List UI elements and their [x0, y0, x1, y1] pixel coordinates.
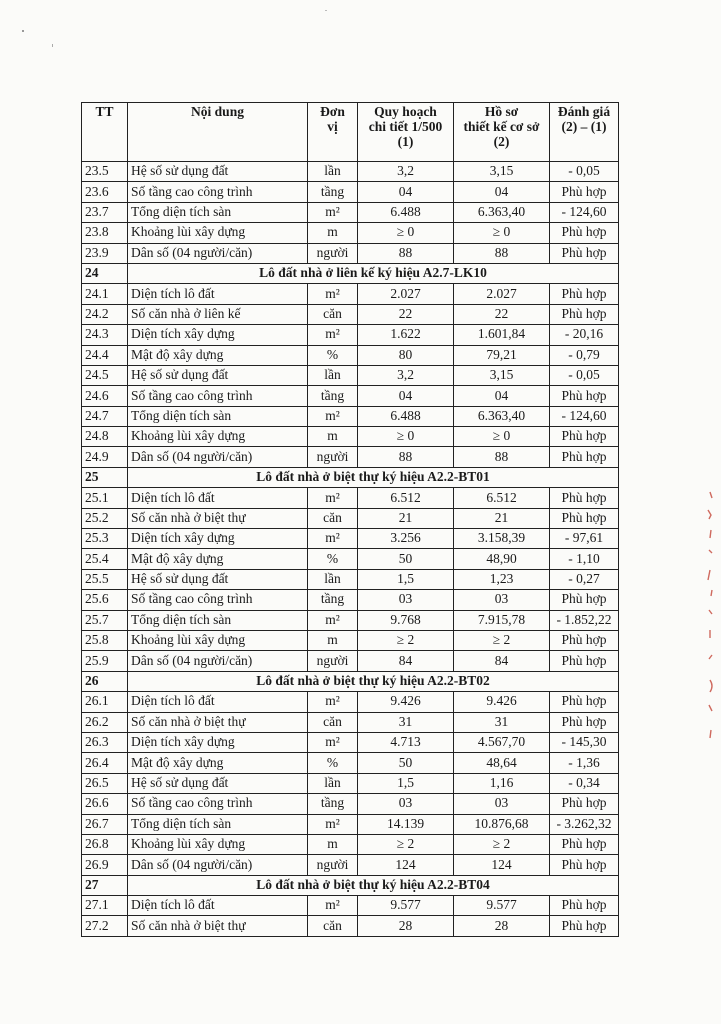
cell-danh-gia: - 0,05: [550, 365, 619, 385]
cell-noi-dung: Diện tích xây dựng: [128, 732, 308, 752]
table-row: [82, 202, 619, 222]
cell-tt: 27.2: [82, 916, 128, 936]
table-row: [82, 304, 619, 324]
cell-quy-hoach: ≥ 2: [358, 630, 454, 650]
cell-don-vi: %: [308, 549, 358, 569]
cell-ho-so: 6.363,40: [454, 406, 550, 426]
cell-quy-hoach: 14.139: [358, 814, 454, 834]
table-row: [82, 529, 619, 549]
cell-tt: 26.7: [82, 814, 128, 834]
cell-quy-hoach: ≥ 0: [358, 427, 454, 447]
table-row: [82, 365, 619, 385]
group-title: Lô đất nhà ở biệt thự ký hiệu A2.2-BT01: [128, 467, 619, 487]
cell-quy-hoach: 1,5: [358, 569, 454, 589]
header-don-vi-line: vị: [327, 118, 338, 134]
cell-tt: 23.9: [82, 243, 128, 263]
table-row: [82, 630, 619, 650]
cell-quy-hoach: 6.512: [358, 488, 454, 508]
cell-quy-hoach: 31: [358, 712, 454, 732]
group-header-row: [82, 263, 619, 283]
cell-ho-so: 21: [454, 508, 550, 528]
cell-don-vi: căn: [308, 508, 358, 528]
table-body: [82, 162, 619, 937]
cell-noi-dung: Khoảng lùi xây dựng: [128, 630, 308, 650]
header-quy-hoach-line: chi tiết 1/500: [368, 118, 443, 134]
red-stamp-edge: [700, 490, 718, 750]
cell-noi-dung: Hệ số sử dụng đất: [128, 569, 308, 589]
cell-tt: 25.2: [82, 508, 128, 528]
cell-noi-dung: Hệ số sử dụng đất: [128, 162, 308, 182]
cell-ho-so: ≥ 0: [454, 223, 550, 243]
cell-quy-hoach: 80: [358, 345, 454, 365]
cell-danh-gia: Phù hợp: [550, 896, 619, 916]
header-quy-hoach-line: Quy hoạch: [374, 104, 437, 119]
cell-noi-dung: Tổng diện tích sàn: [128, 814, 308, 834]
cell-ho-so: 03: [454, 794, 550, 814]
cell-danh-gia: - 20,16: [550, 325, 619, 345]
cell-quy-hoach: 50: [358, 753, 454, 773]
cell-danh-gia: Phù hợp: [550, 651, 619, 671]
cell-don-vi: m²: [308, 610, 358, 630]
header-ho-so-line: (2): [493, 133, 510, 149]
table-row: [82, 692, 619, 712]
cell-noi-dung: Dân số (04 người/căn): [128, 243, 308, 263]
cell-quy-hoach: 9.768: [358, 610, 454, 630]
cell-ho-so: 3.158,39: [454, 529, 550, 549]
cell-noi-dung: Mật độ xây dựng: [128, 345, 308, 365]
cell-don-vi: người: [308, 855, 358, 875]
cell-noi-dung: Diện tích lô đất: [128, 896, 308, 916]
cell-tt: 25.3: [82, 529, 128, 549]
table-row: [82, 834, 619, 854]
group-header-row: [82, 875, 619, 895]
header-tt: TT: [82, 103, 128, 162]
cell-quy-hoach: 2.027: [358, 284, 454, 304]
cell-tt: 26.5: [82, 773, 128, 793]
header-noi-dung: Nội dung: [128, 103, 308, 162]
cell-don-vi: lần: [308, 773, 358, 793]
cell-noi-dung: Số tầng cao công trình: [128, 590, 308, 610]
group-header-row: [82, 467, 619, 487]
cell-don-vi: m: [308, 223, 358, 243]
cell-don-vi: m: [308, 834, 358, 854]
cell-don-vi: %: [308, 753, 358, 773]
cell-quy-hoach: 6.488: [358, 202, 454, 222]
group-number: 26: [82, 671, 128, 691]
cell-noi-dung: Số tầng cao công trình: [128, 182, 308, 202]
table-row: [82, 325, 619, 345]
cell-noi-dung: Số căn nhà ở liên kế: [128, 304, 308, 324]
cell-quy-hoach: 6.488: [358, 406, 454, 426]
cell-tt: 27.1: [82, 896, 128, 916]
cell-danh-gia: Phù hợp: [550, 284, 619, 304]
cell-don-vi: m²: [308, 202, 358, 222]
cell-noi-dung: Tổng diện tích sàn: [128, 202, 308, 222]
cell-ho-so: 03: [454, 590, 550, 610]
header-ho-so-line: thiết kế cơ sở: [463, 118, 540, 134]
cell-tt: 23.5: [82, 162, 128, 182]
cell-don-vi: m²: [308, 325, 358, 345]
cell-don-vi: người: [308, 651, 358, 671]
cell-tt: 26.4: [82, 753, 128, 773]
table-row: [82, 916, 619, 936]
table-row: [82, 488, 619, 508]
cell-danh-gia: Phù hợp: [550, 304, 619, 324]
cell-ho-so: 1.601,84: [454, 325, 550, 345]
cell-don-vi: m²: [308, 488, 358, 508]
table-row: [82, 427, 619, 447]
cell-noi-dung: Diện tích lô đất: [128, 488, 308, 508]
cell-ho-so: 88: [454, 447, 550, 467]
cell-danh-gia: - 0,27: [550, 569, 619, 589]
cell-danh-gia: Phù hợp: [550, 916, 619, 936]
cell-noi-dung: Mật độ xây dựng: [128, 753, 308, 773]
cell-tt: 24.2: [82, 304, 128, 324]
cell-noi-dung: Dân số (04 người/căn): [128, 447, 308, 467]
cell-ho-so: 04: [454, 386, 550, 406]
cell-quy-hoach: 84: [358, 651, 454, 671]
cell-ho-so: 48,90: [454, 549, 550, 569]
cell-quy-hoach: 3,2: [358, 365, 454, 385]
scan-speck: [325, 10, 327, 11]
table-row: [82, 814, 619, 834]
cell-quy-hoach: 9.426: [358, 692, 454, 712]
cell-tt: 25.1: [82, 488, 128, 508]
cell-noi-dung: Số căn nhà ở biệt thự: [128, 712, 308, 732]
table-row: [82, 590, 619, 610]
cell-noi-dung: Tổng diện tích sàn: [128, 406, 308, 426]
cell-tt: 26.1: [82, 692, 128, 712]
cell-noi-dung: Mật độ xây dựng: [128, 549, 308, 569]
header-don-vi-line: Đơn: [320, 104, 345, 119]
cell-ho-so: 10.876,68: [454, 814, 550, 834]
cell-ho-so: 6.363,40: [454, 202, 550, 222]
table-row: [82, 651, 619, 671]
cell-danh-gia: - 124,60: [550, 406, 619, 426]
header-don-vi: [308, 103, 358, 162]
cell-noi-dung: Diện tích xây dựng: [128, 529, 308, 549]
cell-noi-dung: Khoảng lùi xây dựng: [128, 834, 308, 854]
cell-don-vi: lần: [308, 162, 358, 182]
cell-don-vi: người: [308, 447, 358, 467]
cell-tt: 26.9: [82, 855, 128, 875]
cell-ho-so: 88: [454, 243, 550, 263]
cell-danh-gia: - 124,60: [550, 202, 619, 222]
table-row: [82, 753, 619, 773]
header-danh-gia-line: Đánh giá: [557, 104, 611, 119]
cell-tt: 24.3: [82, 325, 128, 345]
cell-ho-so: 84: [454, 651, 550, 671]
cell-quy-hoach: 50: [358, 549, 454, 569]
cell-tt: 24.7: [82, 406, 128, 426]
cell-tt: 26.3: [82, 732, 128, 752]
cell-danh-gia: Phù hợp: [550, 692, 619, 712]
cell-ho-so: 48,64: [454, 753, 550, 773]
cell-quy-hoach: 124: [358, 855, 454, 875]
cell-tt: 24.4: [82, 345, 128, 365]
cell-ho-so: 1,16: [454, 773, 550, 793]
scan-speck: [22, 30, 24, 32]
cell-noi-dung: Diện tích xây dựng: [128, 325, 308, 345]
cell-quy-hoach: 03: [358, 590, 454, 610]
cell-ho-so: 22: [454, 304, 550, 324]
table-row: [82, 896, 619, 916]
cell-tt: 25.5: [82, 569, 128, 589]
cell-don-vi: người: [308, 243, 358, 263]
cell-noi-dung: Số tầng cao công trình: [128, 794, 308, 814]
cell-tt: 25.4: [82, 549, 128, 569]
table-header-row: [82, 103, 619, 162]
cell-don-vi: m: [308, 630, 358, 650]
evaluation-table: [81, 102, 619, 937]
cell-quy-hoach: 21: [358, 508, 454, 528]
cell-tt: 24.1: [82, 284, 128, 304]
table-row: [82, 712, 619, 732]
cell-tt: 26.2: [82, 712, 128, 732]
cell-don-vi: lần: [308, 569, 358, 589]
cell-ho-so: ≥ 2: [454, 630, 550, 650]
cell-noi-dung: Số căn nhà ở biệt thự: [128, 508, 308, 528]
cell-danh-gia: Phù hợp: [550, 855, 619, 875]
cell-don-vi: m²: [308, 284, 358, 304]
cell-danh-gia: - 1.852,22: [550, 610, 619, 630]
cell-danh-gia: - 0,34: [550, 773, 619, 793]
cell-ho-so: 9.426: [454, 692, 550, 712]
header-ho-so-line: Hồ sơ: [484, 104, 519, 119]
cell-tt: 24.8: [82, 427, 128, 447]
group-title: Lô đất nhà ở biệt thự ký hiệu A2.2-BT02: [128, 671, 619, 691]
table-row: [82, 794, 619, 814]
table-row: [82, 773, 619, 793]
table-row: [82, 508, 619, 528]
cell-danh-gia: - 1,36: [550, 753, 619, 773]
header-danh-gia: [550, 103, 619, 162]
table-row: [82, 243, 619, 263]
cell-danh-gia: Phù hợp: [550, 488, 619, 508]
cell-danh-gia: Phù hợp: [550, 590, 619, 610]
cell-ho-so: ≥ 2: [454, 834, 550, 854]
cell-don-vi: m: [308, 427, 358, 447]
cell-ho-so: 1,23: [454, 569, 550, 589]
cell-danh-gia: Phù hợp: [550, 834, 619, 854]
table-row: [82, 549, 619, 569]
cell-danh-gia: Phù hợp: [550, 386, 619, 406]
cell-quy-hoach: 04: [358, 182, 454, 202]
group-number: 27: [82, 875, 128, 895]
table-row: [82, 345, 619, 365]
cell-tt: 26.6: [82, 794, 128, 814]
cell-ho-so: 3,15: [454, 162, 550, 182]
table-row: [82, 182, 619, 202]
cell-danh-gia: - 1,10: [550, 549, 619, 569]
table-row: [82, 569, 619, 589]
group-header-row: [82, 671, 619, 691]
cell-quy-hoach: 28: [358, 916, 454, 936]
group-number: 25: [82, 467, 128, 487]
cell-ho-so: ≥ 0: [454, 427, 550, 447]
cell-danh-gia: Phù hợp: [550, 508, 619, 528]
cell-danh-gia: Phù hợp: [550, 182, 619, 202]
cell-tt: 24.9: [82, 447, 128, 467]
cell-noi-dung: Khoảng lùi xây dựng: [128, 223, 308, 243]
table-row: [82, 223, 619, 243]
cell-danh-gia: Phù hợp: [550, 712, 619, 732]
cell-ho-so: 31: [454, 712, 550, 732]
cell-tt: 23.7: [82, 202, 128, 222]
cell-don-vi: m²: [308, 732, 358, 752]
cell-tt: 23.8: [82, 223, 128, 243]
cell-tt: 23.6: [82, 182, 128, 202]
cell-noi-dung: Dân số (04 người/căn): [128, 651, 308, 671]
table-row: [82, 447, 619, 467]
cell-don-vi: tầng: [308, 794, 358, 814]
cell-don-vi: tầng: [308, 386, 358, 406]
cell-quy-hoach: 3.256: [358, 529, 454, 549]
cell-don-vi: m²: [308, 814, 358, 834]
cell-noi-dung: Hệ số sử dụng đất: [128, 773, 308, 793]
table-row: [82, 855, 619, 875]
cell-quy-hoach: 3,2: [358, 162, 454, 182]
cell-quy-hoach: 22: [358, 304, 454, 324]
cell-quy-hoach: 1,5: [358, 773, 454, 793]
cell-danh-gia: - 97,61: [550, 529, 619, 549]
cell-don-vi: căn: [308, 712, 358, 732]
scan-speck: [52, 44, 53, 47]
table-row: [82, 284, 619, 304]
group-title: Lô đất nhà ở liên kế ký hiệu A2.7-LK10: [128, 263, 619, 283]
cell-noi-dung: Diện tích lô đất: [128, 692, 308, 712]
cell-ho-so: 7.915,78: [454, 610, 550, 630]
cell-noi-dung: Khoảng lùi xây dựng: [128, 427, 308, 447]
cell-danh-gia: Phù hợp: [550, 243, 619, 263]
cell-ho-so: 2.027: [454, 284, 550, 304]
cell-don-vi: tầng: [308, 182, 358, 202]
cell-ho-so: 28: [454, 916, 550, 936]
cell-quy-hoach: 03: [358, 794, 454, 814]
cell-quy-hoach: 1.622: [358, 325, 454, 345]
cell-danh-gia: - 0,05: [550, 162, 619, 182]
cell-tt: 25.9: [82, 651, 128, 671]
cell-ho-so: 6.512: [454, 488, 550, 508]
cell-tt: 26.8: [82, 834, 128, 854]
cell-tt: 25.8: [82, 630, 128, 650]
table-row: [82, 386, 619, 406]
cell-don-vi: m²: [308, 692, 358, 712]
cell-tt: 24.5: [82, 365, 128, 385]
header-ho-so: [454, 103, 550, 162]
table-row: [82, 610, 619, 630]
table-row: [82, 162, 619, 182]
cell-ho-so: 124: [454, 855, 550, 875]
cell-don-vi: m²: [308, 529, 358, 549]
cell-quy-hoach: 9.577: [358, 896, 454, 916]
cell-danh-gia: - 0,79: [550, 345, 619, 365]
cell-don-vi: m²: [308, 406, 358, 426]
cell-quy-hoach: 88: [358, 447, 454, 467]
cell-ho-so: 04: [454, 182, 550, 202]
cell-noi-dung: Tổng diện tích sàn: [128, 610, 308, 630]
cell-quy-hoach: ≥ 2: [358, 834, 454, 854]
cell-danh-gia: - 3.262,32: [550, 814, 619, 834]
cell-quy-hoach: 04: [358, 386, 454, 406]
table-row: [82, 406, 619, 426]
cell-tt: 25.7: [82, 610, 128, 630]
cell-danh-gia: Phù hợp: [550, 223, 619, 243]
cell-danh-gia: Phù hợp: [550, 630, 619, 650]
cell-danh-gia: Phù hợp: [550, 794, 619, 814]
cell-ho-so: 4.567,70: [454, 732, 550, 752]
cell-danh-gia: Phù hợp: [550, 427, 619, 447]
header-danh-gia-line: (2) – (1): [561, 118, 607, 134]
cell-noi-dung: Hệ số sử dụng đất: [128, 365, 308, 385]
header-quy-hoach-line: (1): [397, 133, 414, 149]
cell-tt: 25.6: [82, 590, 128, 610]
cell-ho-so: 3,15: [454, 365, 550, 385]
cell-noi-dung: Diện tích lô đất: [128, 284, 308, 304]
cell-ho-so: 79,21: [454, 345, 550, 365]
cell-don-vi: m²: [308, 896, 358, 916]
cell-don-vi: căn: [308, 916, 358, 936]
cell-don-vi: căn: [308, 304, 358, 324]
cell-noi-dung: Dân số (04 người/căn): [128, 855, 308, 875]
table-row: [82, 732, 619, 752]
group-number: 24: [82, 263, 128, 283]
cell-quy-hoach: ≥ 0: [358, 223, 454, 243]
cell-noi-dung: Số tầng cao công trình: [128, 386, 308, 406]
cell-don-vi: %: [308, 345, 358, 365]
cell-tt: 24.6: [82, 386, 128, 406]
cell-ho-so: 9.577: [454, 896, 550, 916]
cell-danh-gia: Phù hợp: [550, 447, 619, 467]
cell-quy-hoach: 4.713: [358, 732, 454, 752]
cell-danh-gia: - 145,30: [550, 732, 619, 752]
cell-quy-hoach: 88: [358, 243, 454, 263]
cell-don-vi: lần: [308, 365, 358, 385]
header-quy-hoach: [358, 103, 454, 162]
group-title: Lô đất nhà ở biệt thự ký hiệu A2.2-BT04: [128, 875, 619, 895]
cell-noi-dung: Số căn nhà ở biệt thự: [128, 916, 308, 936]
cell-don-vi: tầng: [308, 590, 358, 610]
